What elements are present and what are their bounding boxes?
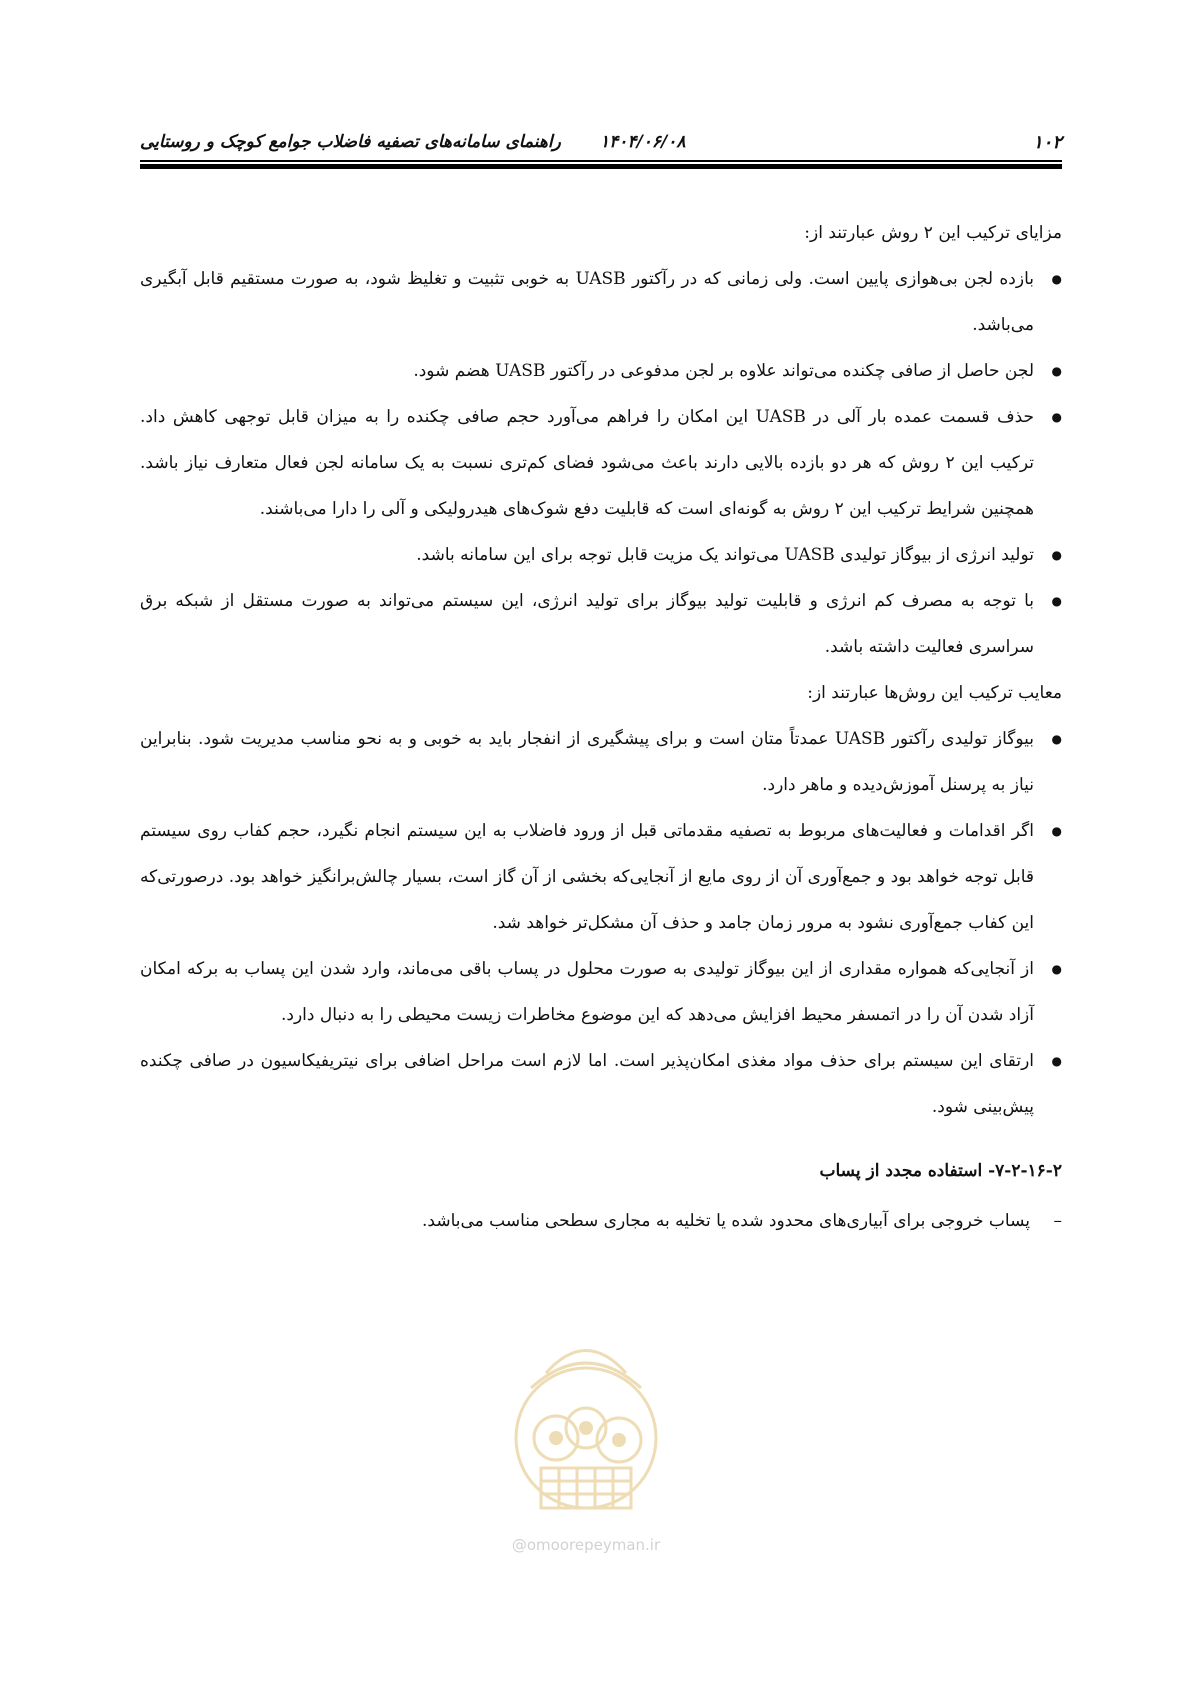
disadvantage-item-4: ● ارتقای این سیستم برای حذف مواد مغذی امکان‌پذیر است. اما لازم است مراحل اضافی برای نیتریفیکاسیون در صافی چکنده پیش‌بینی شود.	[140, 1038, 1034, 1130]
header-rule-thin	[140, 160, 1062, 162]
advantages-intro: مزایای ترکیب این ۲ روش عبارتند از:	[804, 223, 1062, 243]
advantage-item-3: ● حذف قسمت عمده بار آلی در UASB این امکان را فراهم می‌آورد حجم صافی چکنده را به میزان قابل توجهی کاهش داد. ترکیب این ۲ روش که هر دو بازده بالایی دارند باعث می‌شود فضای کم‌تری نسبت به یک سامانه لجن فعال متعارف نیاز باشد. همچنین شرایط ترکیب این ۲ روش به گونه‌ای است که قابلیت دفع شوک‌های هیدرولیکی و آلی را دارا می‌باشند.	[140, 394, 1034, 532]
section-heading: ۷-۲-۱۶-۲- استفاده مجدد از پساب	[819, 1161, 1062, 1181]
watermark-url: @omoorepeyman.ir	[511, 1536, 661, 1554]
advantages-list	[140, 256, 1062, 670]
advantage-item-1: ● بازده لجن بی‌هوازی پایین است. ولی زمانی که در رآکتور UASB به خوبی تثبیت و تغلیظ شود، به صورت مستقیم قابل آبگیری می‌باشد.	[140, 256, 1034, 348]
disadvantage-item-2: ● اگر اقدامات و فعالیت‌های مربوط به تصفیه مقدماتی قبل از ورود فاضلاب به این سیستم انجام نگیرد، حجم کفاب روی سیستم قابل توجه خواهد بود و جمع‌آوری آن از روی مایع از آنجایی‌که بخشی از آن گاز است، بسیار چالش‌برانگیز خواهد بود. درصورتی‌که این کفاب جمع‌آوری نشود به مرور زمان جامد و حذف آن مشکل‌تر خواهد شد.	[140, 808, 1034, 946]
page-number: ۱۰۲	[1032, 132, 1062, 153]
header-date: ۱۴۰۴/۰۶/۰۸	[600, 132, 686, 152]
watermark	[486, 1328, 686, 1578]
header-rule-thick	[140, 164, 1062, 169]
header-title: راهنمای سامانه‌های تصفیه فاضلاب جوامع کوچک و روستایی	[140, 132, 561, 152]
advantage-item-5: ● با توجه به مصرف کم انرژی و قابلیت تولید بیوگاز برای تولید انرژی، این سیستم می‌تواند به صورت مستقل از شبکه برق سراسری فعالیت داشته باشد.	[140, 578, 1034, 670]
disadvantages-list	[140, 716, 1062, 1130]
disadvantage-item-3: ● از آنجایی‌که همواره مقداری از این بیوگاز تولیدی به صورت محلول در پساب باقی می‌ماند، وارد شدن این پساب به برکه امکان آزاد شدن آن را در اتمسفر محیط افزایش می‌دهد که این موضوع مخاطرات زیست محیطی را به دنبال دارد.	[140, 946, 1034, 1038]
disadvantages-intro: معایب ترکیب این روش‌ها عبارتند از:	[807, 683, 1062, 703]
watermark-logo-icon	[501, 1328, 671, 1528]
disadvantage-item-1: ● بیوگاز تولیدی رآکتور UASB عمدتاً متان است و برای پیشگیری از انفجار باید به خوبی و به نحو مناسب مدیریت شود. بنابراین نیاز به پرسنل آموزش‌دیده و ماهر دارد.	[140, 716, 1034, 808]
reuse-item-1: – پساب خروجی برای آبیاری‌های محدود شده یا تخلیه به مجاری سطحی مناسب می‌باشد.	[140, 1198, 1030, 1244]
reuse-list	[140, 1198, 1062, 1244]
advantage-item-4: ● تولید انرژی از بیوگاز تولیدی UASB می‌تواند یک مزیت قابل توجه برای این سامانه باشد.	[140, 532, 1034, 578]
page-header	[140, 128, 1062, 158]
advantage-item-2: ● لجن حاصل از صافی چکنده می‌تواند علاوه بر لجن مدفوعی در رآکتور UASB هضم شود.	[140, 348, 1034, 394]
page-content	[140, 210, 1062, 1244]
